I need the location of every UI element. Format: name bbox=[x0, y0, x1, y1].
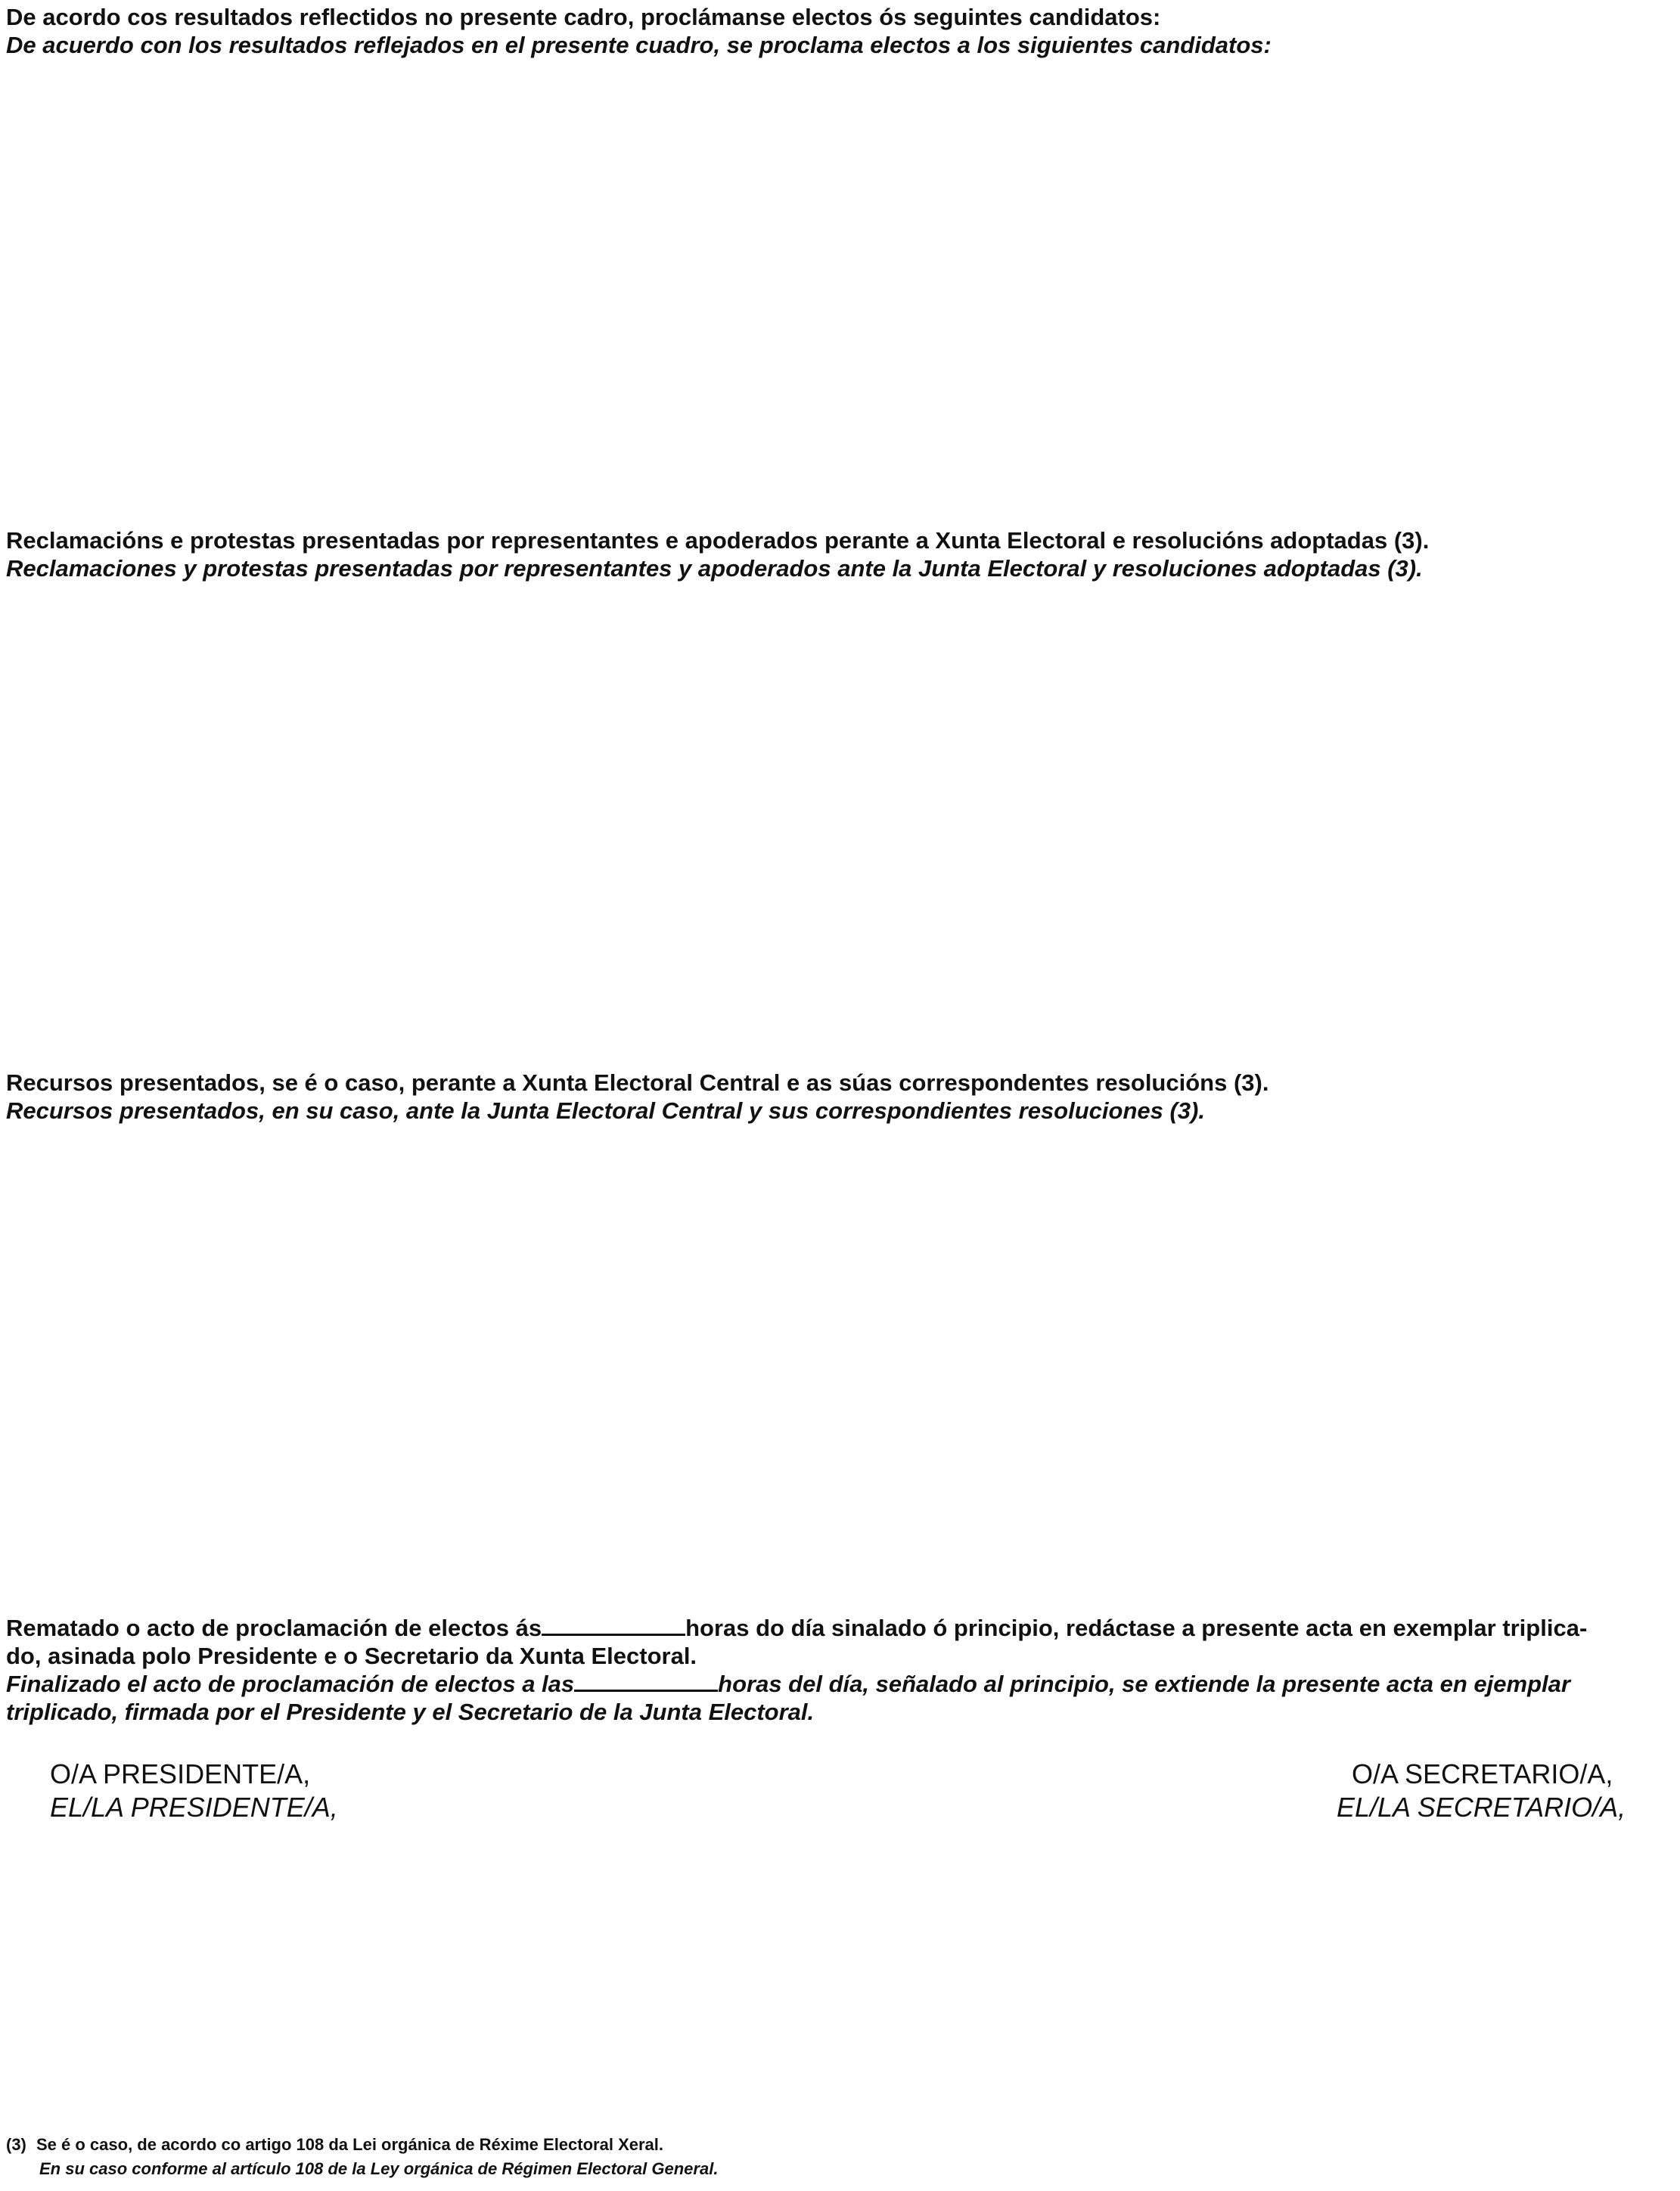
secretary-label-galician: O/A SECRETARIO/A, bbox=[1352, 1758, 1613, 1789]
closing-spanish-line-2: triplicado, firmada por el Presidente y el Secretario de la Junta Electoral. bbox=[6, 1699, 815, 1725]
footnote-number: (3) bbox=[6, 2135, 26, 2154]
secretary-label-spanish: EL/LA SECRETARIO/A, bbox=[1337, 1792, 1626, 1823]
closing-spanish-text-after: horas del día, señalado al principio, se extiende la presente acta en ejemplar bbox=[718, 1671, 1570, 1697]
claims-heading-spanish: Reclamaciones y protestas presentadas por representantes y apoderados ante la Junta Electoral y resoluciones adoptadas (3). bbox=[6, 555, 1423, 582]
hours-blank-field-galician bbox=[542, 1614, 685, 1636]
president-label-galician: O/A PRESIDENTE/A, bbox=[50, 1758, 311, 1789]
closing-galician-text-before: Rematado o acto de proclamación de electos ás bbox=[6, 1615, 542, 1641]
appeals-section bbox=[6, 1069, 1670, 1125]
closing-galician-line-1 bbox=[6, 1614, 1670, 1642]
closing-statement bbox=[6, 1614, 1670, 1726]
appeals-heading-spanish: Recursos presentados, en su caso, ante la Junta Electoral Central y sus correspondientes resoluciones (3). bbox=[6, 1097, 1205, 1124]
closing-galician-line-2: do, asinada polo Presidente e o Secretario da Xunta Electoral. bbox=[6, 1643, 697, 1669]
elected-heading-spanish: De acuerdo con los resultados reflejados en el presente cuadro, se proclama electos a los siguientes candidatos: bbox=[6, 32, 1272, 58]
closing-spanish-line-1 bbox=[6, 1670, 1670, 1698]
footnote-galician-text: Se é o caso, de acordo co artigo 108 da Lei orgánica de Réxime Electoral Xeral. bbox=[36, 2135, 663, 2154]
claims-heading-galician: Reclamacións e protestas presentadas por representantes e apoderados perante a Xunta Electoral e resolucións adoptadas (3). bbox=[6, 527, 1430, 554]
claims-section bbox=[6, 526, 1670, 582]
secretary-signature-block bbox=[1337, 1758, 1626, 1824]
appeals-heading-galician: Recursos presentados, se é o caso, perante a Xunta Electoral Central e as súas correspondentes resolucións (3). bbox=[6, 1069, 1269, 1096]
hours-blank-field-spanish bbox=[574, 1670, 718, 1692]
footnote-galician bbox=[6, 2133, 1670, 2157]
footnote-spanish: En su caso conforme al artículo 108 de la Ley orgánica de Régimen Electoral General. bbox=[39, 2159, 719, 2178]
elected-heading-galician: De acordo cos resultados reflectidos no presente cadro, proclámanse electos ós seguintes candidatos: bbox=[6, 4, 1161, 30]
footnote bbox=[6, 2133, 1670, 2181]
president-label-spanish: EL/LA PRESIDENTE/A, bbox=[50, 1792, 338, 1823]
closing-galician-text-after: horas do día sinalado ó principio, redáctase a presente acta en exemplar triplica- bbox=[685, 1615, 1588, 1641]
elected-candidates-section bbox=[6, 3, 1670, 59]
president-signature-block bbox=[50, 1758, 338, 1824]
closing-spanish-text-before: Finalizado el acto de proclamación de electos a las bbox=[6, 1671, 575, 1697]
